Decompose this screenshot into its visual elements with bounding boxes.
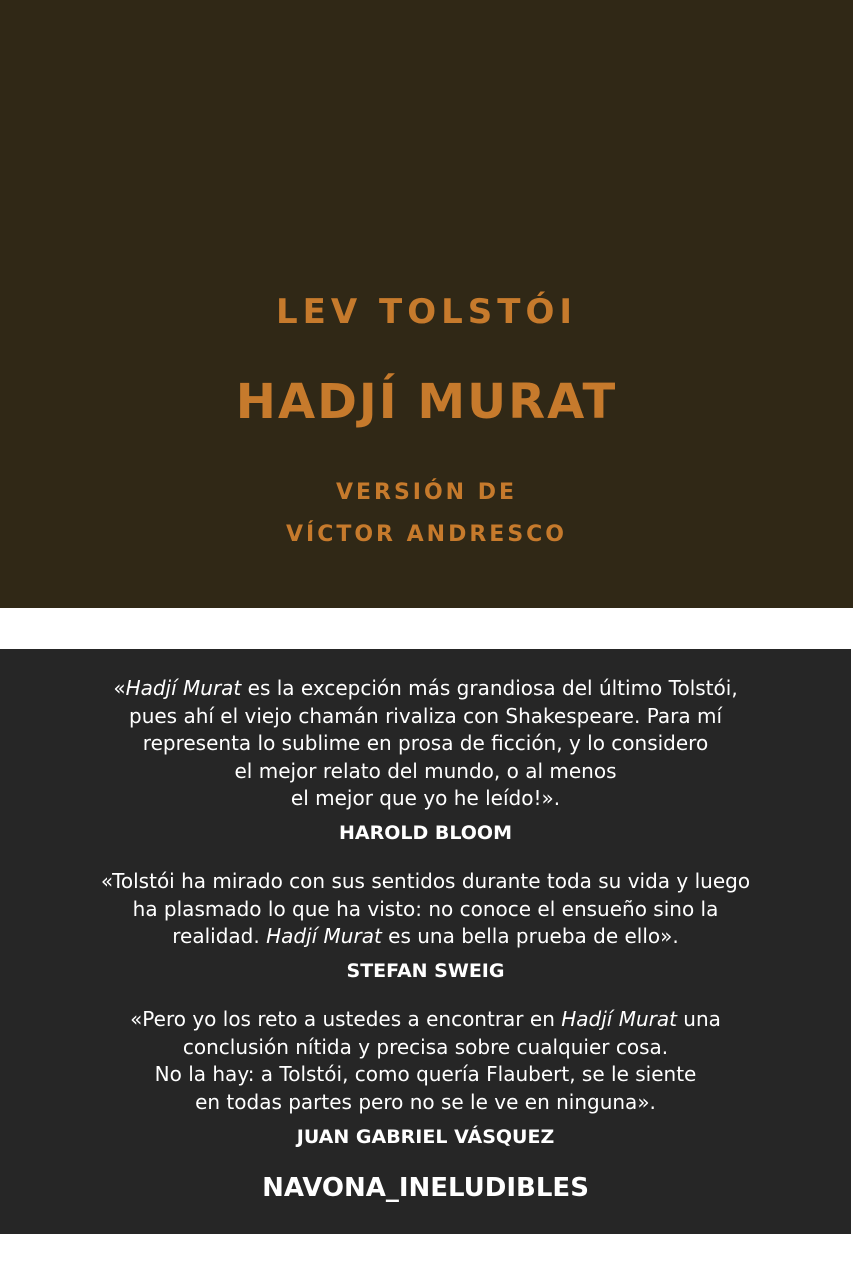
quote-line: realidad. Hadjí Murat es una bella prueba de ello». [172, 924, 679, 948]
quote-line: conclusión nítida y precisa sobre cualquier cosa. [182, 1034, 669, 1059]
quote-attribution: JUAN GABRIEL VÁSQUEZ [296, 1126, 555, 1148]
quote-line: el mejor que yo he leído!». [290, 786, 561, 810]
quote-line: No la hay: a Tolstói, como quería Flaubert, se le siente [154, 1062, 697, 1086]
quote-line: representa lo sublime en prosa de ficción, y lo considero [142, 731, 709, 755]
translator-credit-line-1: VERSIÓN DE [335, 480, 518, 505]
quote-line: «Pero yo los reto a ustedes a encontrar en Hadjí Murat una [130, 1007, 721, 1031]
translator-credit-line-2: VÍCTOR ANDRESCO [285, 522, 568, 547]
author-name: LEV TOLSTÓI [275, 292, 578, 332]
quote-attribution: STEFAN SWEIG [346, 960, 505, 982]
quote-line: ha plasmado lo que ha visto: no conoce el ensueño sino la [132, 896, 719, 921]
quote-line: «Hadjí Murat es la excepción más grandiosa del último Tolstói, [113, 676, 738, 700]
quote-juan-gabriel-vasquez [20, 1006, 831, 1116]
translator-credit [0, 472, 853, 556]
quote-harold-bloom [20, 675, 831, 813]
collection-name: NAVONA_INELUDIBLES [262, 1173, 589, 1203]
book-title: HADJÍ MURAT [235, 374, 618, 430]
quote-line: el mejor relato del mundo, o al menos [234, 758, 617, 783]
quote-line: pues ahí el viejo chamán rivaliza con Shakespeare. Para mí [129, 703, 722, 728]
quote-line: en todas partes pero no se le ve en ninguna». [195, 1089, 656, 1114]
separator-band [0, 608, 851, 649]
quote-line: «Tolstói ha mirado con sus sentidos durante toda su vida y luego [100, 869, 751, 893]
quote-attribution: HAROLD BLOOM [338, 822, 512, 844]
bottom-strip [0, 1234, 853, 1275]
quote-stefan-sweig [20, 868, 831, 951]
